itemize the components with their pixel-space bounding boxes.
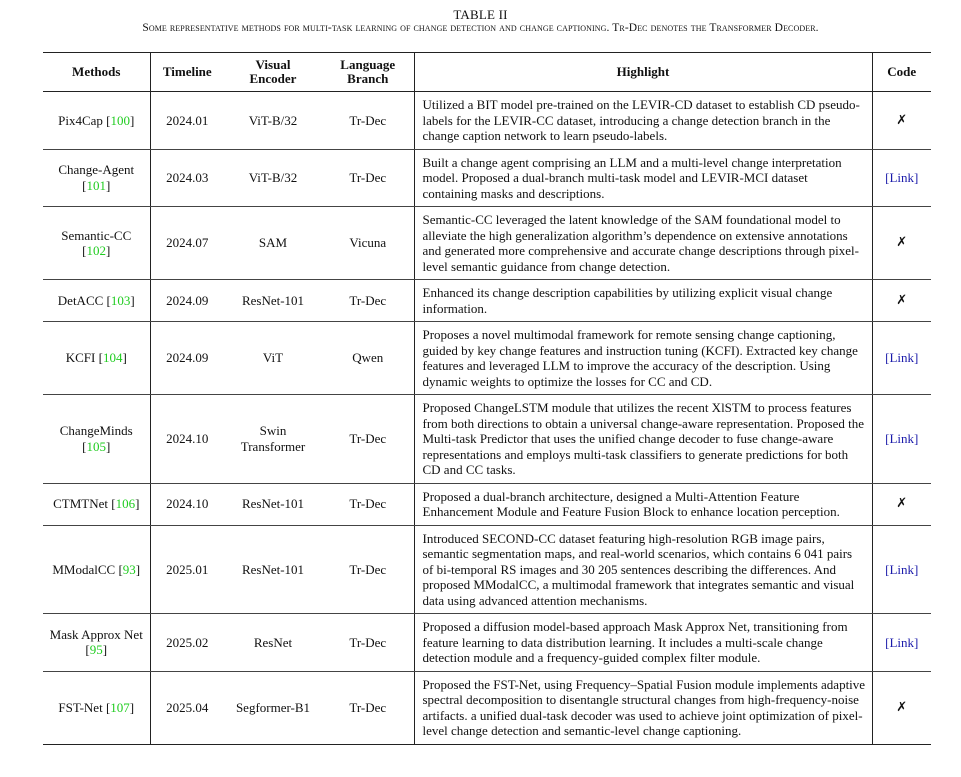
code-link[interactable]: [Link] <box>872 395 931 484</box>
visual-encoder-cell: ResNet-101 <box>224 483 322 525</box>
method-name: ChangeMinds <box>59 423 133 439</box>
method-name: Pix4Cap <box>58 112 103 128</box>
visual-encoder-cell: ViT-B/32 <box>224 92 322 150</box>
timeline-cell: 2024.09 <box>150 322 224 395</box>
citation-link[interactable]: 95 <box>89 642 103 658</box>
ref-bracket-open: [ <box>85 642 90 658</box>
ref-bracket-open: [ <box>115 561 123 577</box>
method-cell <box>43 483 150 525</box>
language-branch-cell: Tr-Dec <box>322 671 414 744</box>
timeline-cell: 2024.07 <box>150 207 224 280</box>
table-row <box>43 280 931 322</box>
ref-bracket-close: ] <box>130 112 135 128</box>
method-cell <box>43 395 150 484</box>
citation-link[interactable]: 102 <box>86 243 106 258</box>
citation-link[interactable]: 103 <box>110 292 131 308</box>
code-link[interactable]: [Link] <box>872 614 931 672</box>
ref-bracket-close: ] <box>106 438 111 454</box>
method-cell <box>43 322 150 395</box>
language-branch-cell: Tr-Dec <box>322 92 414 150</box>
method-cell <box>43 149 150 207</box>
code-link[interactable]: [Link] <box>872 149 931 207</box>
ref-bracket-close: ] <box>129 699 135 715</box>
methods-table <box>43 52 931 745</box>
language-branch-cell: Tr-Dec <box>322 525 414 614</box>
method-name: Semantic-CC <box>61 227 132 243</box>
language-branch-cell: Qwen <box>322 322 414 395</box>
ref-bracket-open: [ <box>103 292 111 308</box>
visual-encoder-cell: Segformer-B1 <box>224 671 322 744</box>
method-cell <box>43 92 150 150</box>
table-row <box>43 483 931 525</box>
method-cell <box>43 207 150 280</box>
code-link[interactable]: [Link] <box>872 322 931 395</box>
header-methods: Methods <box>43 53 150 92</box>
citation-link[interactable]: 100 <box>110 112 131 128</box>
visual-encoder-cell: ViT <box>224 322 322 395</box>
table-caption-text: Some representative methods for multi-task learning of change detection and change captioning. Tr-Dec denotes the Transformer Decoder. <box>142 22 819 34</box>
timeline-cell: 2024.10 <box>150 483 224 525</box>
ref-bracket-close: ] <box>135 496 140 512</box>
ref-bracket-open: [ <box>82 177 87 193</box>
visual-encoder-cell: Swin Transformer <box>224 395 322 484</box>
method-name: DetACC <box>57 292 104 308</box>
highlight-cell: Proposed a diffusion model-based approach Mask Approx Net, transitioning from feature learning to data distribution learning. It includes a multi-scale change detection module and a frequency-guided complex filter module. <box>414 614 872 672</box>
code-unavailable-icon: ✗ <box>872 280 931 322</box>
code-unavailable-icon: ✗ <box>872 671 931 744</box>
table-header-row <box>43 53 931 92</box>
visual-encoder-cell: ViT-B/32 <box>224 149 322 207</box>
visual-encoder-cell: ResNet-101 <box>224 280 322 322</box>
method-cell <box>43 671 150 744</box>
visual-encoder-cell: ResNet <box>224 614 322 672</box>
method-name: FST-Net <box>58 699 103 715</box>
citation-link[interactable]: 101 <box>86 177 106 193</box>
ref-bracket-close: ] <box>106 177 111 193</box>
ref-bracket-close: ] <box>130 292 135 308</box>
header-visual-encoder: Visual Encoder <box>224 53 322 92</box>
ref-bracket-open: [ <box>102 699 111 715</box>
ref-bracket-open: [ <box>107 496 116 512</box>
ref-bracket-close: ] <box>135 561 141 577</box>
highlight-cell: Proposed a dual-branch architecture, designed a Multi-Attention Feature Enhancement Module and Feature Fusion Block to enhance location perception. <box>414 483 872 525</box>
highlight-cell: Utilized a BIT model pre-trained on the LEVIR-CD dataset to establish CD pseudo-labels for the LEVIR-CC dataset, introducing a change detection branch in the change caption network to learn pseudo-labels. <box>414 92 872 150</box>
code-unavailable-icon: ✗ <box>872 207 931 280</box>
visual-encoder-cell: SAM <box>224 207 322 280</box>
method-name: Mask Approx Net <box>49 626 143 642</box>
timeline-cell: 2025.01 <box>150 525 224 614</box>
method-name: CTMTNet <box>53 496 108 512</box>
table-row <box>43 322 931 395</box>
citation-link[interactable]: 106 <box>115 496 136 512</box>
timeline-cell: 2024.01 <box>150 92 224 150</box>
highlight-cell: Proposed the FST-Net, using Frequency–Spatial Fusion module implements adaptive spectral decomposition to disentangle structural changes from high-frequency-noise artifacts. a unified dual-task decoder was used to achieve joint optimization of pixel-level change detection and semantic-level change captioning. <box>414 671 872 744</box>
header-highlight: Highlight <box>414 53 872 92</box>
table-row <box>43 671 931 744</box>
header-language-branch: Language Branch <box>322 53 414 92</box>
timeline-cell: 2025.02 <box>150 614 224 672</box>
method-name: MModalCC <box>52 561 116 577</box>
timeline-cell: 2025.04 <box>150 671 224 744</box>
visual-encoder-cell: ResNet-101 <box>224 525 322 614</box>
code-unavailable-icon: ✗ <box>872 483 931 525</box>
header-timeline: Timeline <box>150 53 224 92</box>
highlight-cell: Proposes a novel multimodal framework for remote sensing change captioning, guided by key change features and instruction tuning (KCFI). Extracted key change features and leveraged LLM to improve the accuracy of the description. Using dynamic weights to optimize the losses for CC and CD. <box>414 322 872 395</box>
method-cell <box>43 614 150 672</box>
highlight-cell: Enhanced its change description capabilities by utilizing explicit visual change information. <box>414 280 872 322</box>
ref-bracket-close: ] <box>102 642 108 658</box>
table-row <box>43 149 931 207</box>
table-row <box>43 92 931 150</box>
table-row <box>43 395 931 484</box>
highlight-cell: Semantic-CC leveraged the latent knowledge of the SAM foundational model to alleviate the high generalization algorithm’s dependence on extensive annotations and generated more comprehensive and accurate change descriptions through pixel-level semantic guidance from change detection. <box>414 207 872 280</box>
language-branch-cell: Tr-Dec <box>322 149 414 207</box>
ref-bracket-open: [ <box>102 112 111 128</box>
ref-bracket-open: [ <box>82 438 87 454</box>
code-unavailable-icon: ✗ <box>872 92 931 150</box>
citation-link[interactable]: 105 <box>86 438 106 454</box>
ref-bracket-open: [ <box>95 350 103 366</box>
language-branch-cell: Tr-Dec <box>322 483 414 525</box>
method-name: KCFI <box>65 350 96 366</box>
ref-bracket-close: ] <box>122 350 127 366</box>
highlight-cell: Proposed ChangeLSTM module that utilizes the recent XlSTM to process features from both directions to obtain a universal change-aware representation. Proposed the Multi-task Predictor that uses the unified change decoder to fuse change-aware representations and employs multi-task classifiers to generate predictions for both CD and CC tasks. <box>414 395 872 484</box>
table-row <box>43 207 931 280</box>
ref-bracket-open: [ <box>82 243 87 258</box>
method-name: Change-Agent <box>58 162 135 178</box>
citation-link[interactable]: 107 <box>110 699 130 715</box>
ref-bracket-close: ] <box>106 243 111 258</box>
header-code: Code <box>872 53 931 92</box>
code-link[interactable]: [Link] <box>872 525 931 614</box>
language-branch-cell: Vicuna <box>322 207 414 280</box>
timeline-cell: 2024.10 <box>150 395 224 484</box>
citation-link[interactable]: 104 <box>102 350 123 366</box>
language-branch-cell: Tr-Dec <box>322 395 414 484</box>
language-branch-cell: Tr-Dec <box>322 280 414 322</box>
language-branch-cell: Tr-Dec <box>322 614 414 672</box>
table-row <box>43 525 931 614</box>
highlight-cell: Introduced SECOND-CC dataset featuring high-resolution RGB image pairs, semantic segmentation maps, and real-world scenarios, which contains 6 041 pairs of bi-temporal RS images and 30 205 sentences describing the differences. And proposed MModalCC, a multimodal framework that integrates semantic and visual data using advanced attention mechanisms. <box>414 525 872 614</box>
method-cell <box>43 280 150 322</box>
citation-link[interactable]: 93 <box>122 561 136 577</box>
timeline-cell: 2024.03 <box>150 149 224 207</box>
table-row <box>43 614 931 672</box>
timeline-cell: 2024.09 <box>150 280 224 322</box>
table-caption-title: TABLE II <box>453 7 508 22</box>
highlight-cell: Built a change agent comprising an LLM and a multi-level change interpretation model. Proposed a dual-branch multi-task model and LEVIR-MCI dataset containing masks and descriptions. <box>414 149 872 207</box>
method-cell <box>43 525 150 614</box>
